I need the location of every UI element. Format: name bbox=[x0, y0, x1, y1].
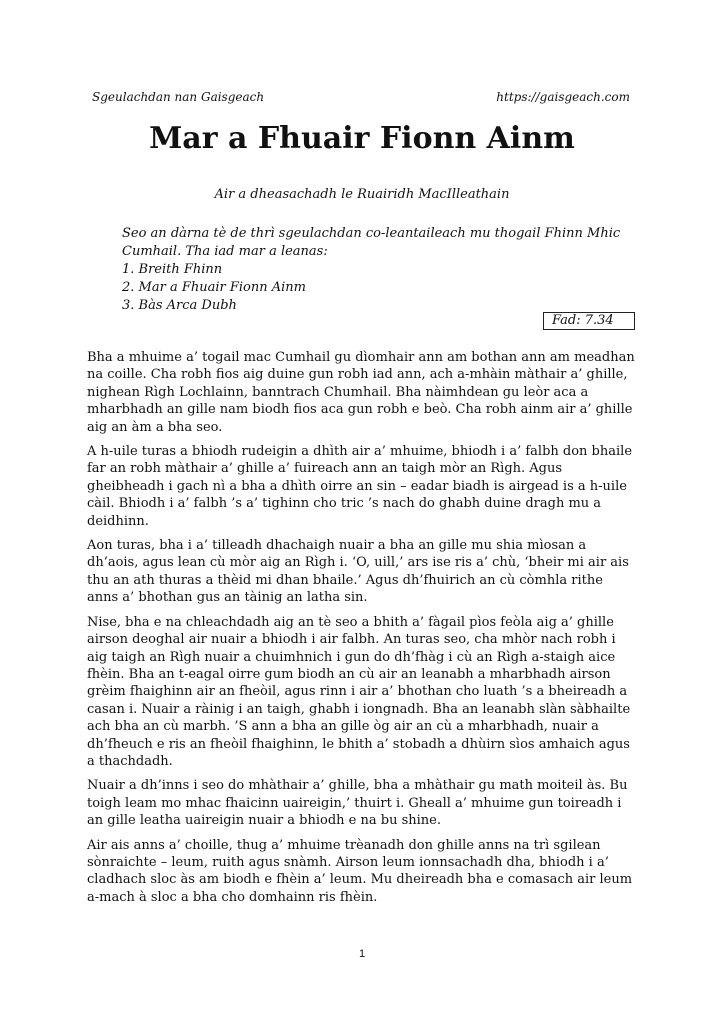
series-list-item: 1. Breith Fhinn bbox=[122, 262, 223, 277]
story-body bbox=[87, 349, 635, 913]
series-list-item: 2. Mar a Fhuair Fionn Ainm bbox=[122, 280, 306, 295]
running-header bbox=[92, 89, 630, 105]
page-number: 1 bbox=[358, 948, 366, 960]
paragraph: Nuair a dh’inns i seo do mhàthair a’ ghille, bha a mhàthair gu math moiteil às. Bu toigh leam mo mhac fhaicinn uaireigin,’ thuirt i. Gheall a’ mhuime gun toireadh i an gille leatha uaireigin nuair a bhiodh e na bu shine. bbox=[87, 778, 628, 829]
paragraph: Air ais anns a’ choille, thug a’ mhuime trèanadh don ghille anns na trì sgilean sònraichte – leum, ruith agus snàmh. Airson leum ionnsachadh dha, bhiodh i a’ cladhach sloc às am biodh e fhèin a’ leum. Mu dheireadh bha e comasach air leum a-mach à sloc a bha cho domhainn ris fhèin. bbox=[87, 837, 633, 905]
story-title: Mar a Fhuair Fionn Ainm bbox=[149, 121, 575, 156]
series-list-item: 3. Bàs Arca Dubh bbox=[122, 298, 237, 313]
header-url[interactable]: https://gaisgeach.com bbox=[496, 90, 630, 104]
length-box: Fad: 7.34 bbox=[543, 312, 635, 330]
series-intro bbox=[122, 225, 622, 315]
header-series-title: Sgeulachdan nan Gaisgeach bbox=[92, 90, 265, 104]
editor-byline: Air a dheasachadh le Ruairidh MacIlleathain bbox=[214, 187, 510, 202]
intro-text: Seo an dàrna tè de thrì sgeulachdan co-leantaileach mu thogail Fhinn Mhic Cumhail. Tha iad mar a leanas: bbox=[122, 226, 621, 259]
paragraph: Aon turas, bha i a’ tilleadh dhachaigh nuair a bha an gille mu shia mìosan a dh’aois, agus lean cù mòr aig an Rìgh i. ‘O, uill,’ ars ise ris a’ chù, ‘bheir mi air ais thu an ath thuras a thèid mi dhan bhaile.’ Agus dh’fhuirich an cù còmhla rithe anns a’ bhothan gus an tàinig an latha sin. bbox=[87, 538, 629, 606]
paragraph: Bha a mhuime a’ togail mac Cumhail gu dìomhair ann am bothan ann am meadhan na coille. Cha robh fios aig duine gun robh iad ann, ach a-mhàin màthair a’ ghille, nighean Rìgh Lochlainn, banntrach Chumhail. Bha nàimhdean gu leòr aca a mharbhadh an gille nam biodh fios aca gun robh e beò. Cha robh ainm air a’ ghille aig an àm a bha seo. bbox=[87, 350, 635, 435]
paragraph: Nise, bha e na chleachdadh aig an tè seo a bhith a’ fàgail pìos feòla aig a’ ghille airson deoghal air nuair a bhiodh i air falbh. An turas seo, cha mhòr nach robh i aig taigh an Rìgh nuair a chuimhnich i gun do dh’fhàg i cù an Rìgh a-staigh aice fhèin. Bha an t-eagal oirre gum biodh an cù air an leanabh a mharbhadh airson grèim fhaighinn air an fheòil, agus rinn i air a’ bhothan cho luath ’s a bheireadh a casan i. Nuair a ràinig i an taigh, ghabh i iongnadh. Bha an leanabh slàn sàbhailte ach bha an cù marbh. ’S ann a bha an gille òg air an cù a mharbhadh, nuair a dh’fheuch e ris an fheòil fhaighinn, le bhith a’ stobadh a dhùirn sìos amhaich agus a thachdadh. bbox=[87, 614, 631, 769]
paragraph: A h-uile turas a bhiodh rudeigin a dhìth air a’ mhuime, bhiodh i a’ falbh don bhaile far an robh màthair a’ ghille a’ fuireach ann an taigh mòr an Rìgh. Agus gheibheadh i gach nì a bha a dhìth oirre an sin – eadar biadh is airgead is a h-uile càil. Bhiodh i a’ falbh ’s a’ tighinn cho tric ’s nach do ghabh duine dragh mu a deidhinn. bbox=[87, 444, 633, 529]
